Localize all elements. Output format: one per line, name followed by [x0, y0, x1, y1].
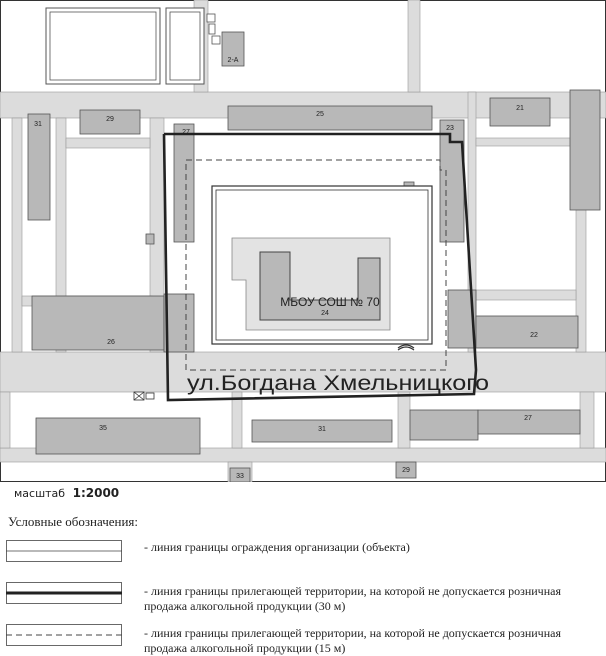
label-29-bottom: 29: [402, 467, 410, 474]
legend-symbol-double-line: [6, 540, 122, 562]
label-26: 26: [107, 339, 115, 346]
building-27-top: [174, 124, 194, 242]
legend-item-fence: [0, 540, 606, 566]
label-35: 35: [99, 425, 107, 432]
enclosure-nw: [46, 8, 160, 84]
legend-item-15m: [0, 624, 606, 654]
building-27-bottom-b: [478, 410, 580, 434]
road-sw: [0, 392, 10, 448]
label-2a: 2-А: [227, 57, 239, 64]
scale-label: масштаб: [14, 487, 66, 500]
road-s-mid: [232, 392, 242, 448]
label-23: 23: [446, 125, 454, 132]
road-yard-nw: [66, 138, 150, 148]
legend-text-30m: - линия границы прилегающей территории, на которой не допускается розничная продажа алкогольной продукции (30 м): [144, 584, 561, 613]
road-n-east: [408, 0, 420, 92]
building-23: [440, 120, 464, 242]
legend-symbol-thick-line: [6, 582, 122, 604]
label-29-top: 29: [106, 116, 114, 123]
legend-symbol-dashed-line: [6, 624, 122, 646]
label-27-top: 27: [182, 129, 190, 136]
label-22: 22: [530, 332, 538, 339]
building-26-b: [164, 294, 194, 352]
label-33: 33: [236, 473, 244, 480]
legend-text-15m: - линия границы прилегающей территории, на которой не допускается розничная продажа алкогольной продукции (15 м): [144, 626, 561, 655]
scale: [14, 486, 119, 500]
label-31-left: 31: [34, 121, 42, 128]
enclosure-nw-2: [166, 8, 204, 84]
legend-title: Условные обозначения:: [8, 514, 139, 529]
road-west: [12, 118, 22, 352]
school-label: МБОУ СОШ № 70: [280, 295, 380, 309]
road-yard-east: [476, 290, 576, 300]
label-24: 24: [321, 310, 329, 317]
building-25: [228, 106, 432, 130]
street-label: ул.Богдана Хмельницкого: [187, 372, 489, 395]
kiosk: [146, 234, 154, 244]
building-22-b: [476, 316, 578, 348]
building-31-left: [28, 114, 50, 220]
legend-item-30m: [0, 582, 606, 612]
bus-stop-icon: [134, 392, 154, 400]
label-31-bottom: 31: [318, 426, 326, 433]
legend-text-fence: - линия границы ограждения организации (объекта): [144, 540, 410, 554]
road-yard-ne: [476, 138, 576, 146]
scale-value: 1:2000: [72, 486, 120, 500]
label-21: 21: [516, 105, 524, 112]
label-27-bottom: 27: [524, 415, 532, 422]
building-35: [36, 418, 200, 454]
building-26-a: [32, 296, 164, 350]
label-25: 25: [316, 111, 324, 118]
building-east-edge: [570, 90, 600, 210]
building-21: [490, 98, 550, 126]
road-s-mid2: [398, 392, 410, 448]
road-se: [580, 392, 594, 448]
building-27-bottom-a: [410, 410, 478, 440]
